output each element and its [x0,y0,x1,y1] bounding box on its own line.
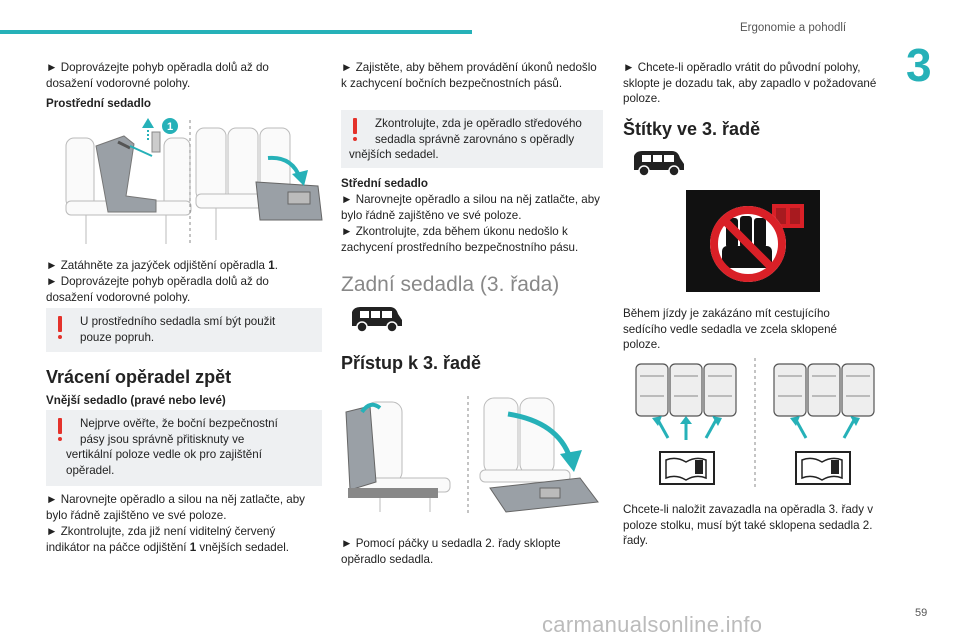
paragraph: ► Narovnejte opěradlo a silou na něj zatlačte, aby bylo řádně zajištěno ve své poloze. [46,493,305,522]
paragraph: ► Narovnejte opěradlo a silou na něj zatlačte, aby bylo řádně zajištěno ve své poloze. [341,193,600,222]
prohibited-seat-icon [686,190,820,292]
paragraph [46,524,322,555]
watermark: carmanualsonline.info [542,612,763,637]
paragraph: Chcete-li naložit zavazadla na opěradla 3. řady v poloze stolku, musí být také sklopena sedadla 2. řady. [623,503,874,547]
section-title: Ergonomie a pohodlí [740,22,847,34]
warning-text: vertikální poloze vedle ok pro zajištění [66,448,262,461]
warning-icon [353,118,358,142]
warning-text: pouze popruh. [80,330,155,344]
subheading-middle-seat: Střední sedadlo [341,177,428,190]
paragraph: ► Zajistěte, aby během provádění úkonů nedošlo k zachycení bočních bezpečnostních pásů. [341,61,597,90]
heading-rear-seats: Zadní sedadla (3. řada) [341,273,560,296]
text: ► Zatáhněte za jazýček odjištění opěradla [46,259,269,272]
text: vnějších sedadel. [196,540,289,554]
heading-return-backrests: Vrácení opěradel zpět [46,367,232,387]
illustration-middle-seat-fold [56,116,326,248]
subheading-outer-seat: Vnější sedadlo (pravé nebo levé) [46,394,226,407]
warning-text: sedadla správně zarovnáno s opěradly [375,132,575,146]
illustration-seat-labels [628,356,882,490]
van-icon [346,304,404,334]
text: ► Zkontrolujte, zda již není viditelný červený indikátor na páčce odjištění [46,525,276,554]
paragraph: ► Chcete-li opěradlo vrátit do původní polohy, sklopte je dozadu tak, aby zapadlo v požadované poloze. [623,61,877,105]
paragraph: ► Doprovázejte pohyb opěradla dolů až do dosažení vodorovné polohy. [46,61,269,90]
warning-text: Zkontrolujte, zda je opěradlo středového [375,117,582,130]
text: . [274,259,278,272]
warning-box [46,308,322,352]
subheading-middle-seat: Prostřední sedadlo [46,97,152,110]
warning-icon [58,418,63,442]
van-icon [628,148,686,178]
illustration-third-row-access [340,392,606,518]
page-number: 59 [915,607,928,619]
warning-icon [58,316,63,340]
callout-ref: 1 [189,540,197,554]
warning-text: Nejprve ověřte, že boční bezpečnostní [80,417,278,430]
warning-text: opěradel. [66,463,115,477]
callout-1: 1 [166,121,174,133]
warning-box [46,410,322,486]
warning-box [341,110,603,168]
paragraph: ► Zkontrolujte, zda během úkonu nedošlo k zachycení prostředního bezpečnostního pásu. [341,225,579,254]
heading-access-third-row: Přístup k 3. řadě [341,353,482,373]
paragraph [46,258,322,274]
header-accent-bar [0,30,472,34]
warning-text: U prostředního sedadla smí být použit [80,315,276,328]
callout-ref: 1 [268,259,275,272]
warning-text: vnějších sedadel. [349,148,439,161]
chapter-number: 3 [906,39,932,91]
paragraph: Během jízdy je zakázáno mít cestujícího sedícího vedle sedadla ve zcela sklopené poloze. [623,307,837,351]
heading-third-row-labels: Štítky ve 3. řadě [623,119,761,139]
arrow-up-icon [652,416,860,440]
paragraph: ► Pomocí páčky u sedadla 2. řady sklopte opěradlo sedadla. [341,537,561,566]
warning-text: pásy jsou správně přitisknuty ve [80,432,245,446]
paragraph: ► Doprovázejte pohyb opěradla dolů až do dosažení vodorovné polohy. [46,275,269,304]
